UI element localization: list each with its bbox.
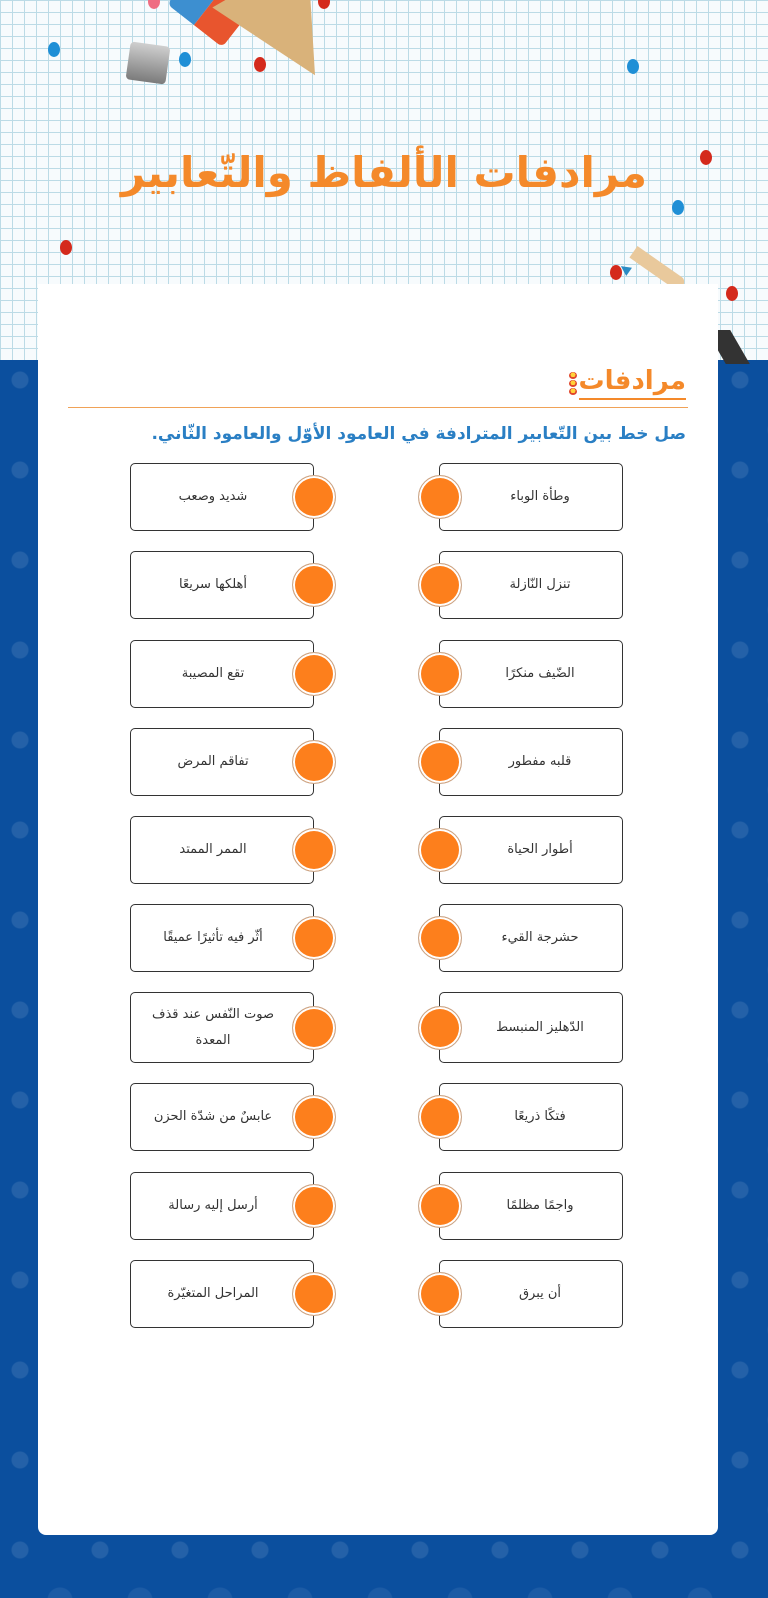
left-column-item[interactable] (130, 816, 314, 884)
left-connector-dot[interactable] (292, 828, 336, 872)
left-item-text: المراحل المتغيّرة (167, 1286, 259, 1301)
decor-dot (627, 59, 639, 74)
right-connector-dot[interactable] (418, 740, 462, 784)
left-item-text: عابسٌ من شدّة الحزن (153, 1109, 273, 1124)
left-item-text: تقع المصيبة (181, 666, 245, 681)
left-connector-dot[interactable] (292, 1184, 336, 1228)
page-title: مرادفات الألفاظ والتّعابير (120, 148, 648, 197)
right-item-text: وطأة الوباء (510, 489, 570, 504)
left-item-text: تفاقم المرض (177, 754, 249, 769)
right-column-item[interactable] (439, 1083, 623, 1151)
left-connector-dot[interactable] (292, 1006, 336, 1050)
right-column-item[interactable] (439, 816, 623, 884)
right-item-text: الضّيف منكرًا (505, 666, 575, 681)
decor-dot (179, 52, 191, 67)
pair-row (38, 1083, 718, 1151)
right-item-text: أطوار الحياة (507, 842, 573, 857)
left-column-item[interactable] (130, 1172, 314, 1240)
right-connector-dot[interactable] (418, 1184, 462, 1228)
left-column-item[interactable] (130, 1083, 314, 1151)
pair-row (38, 463, 718, 531)
right-column-item[interactable] (439, 1260, 623, 1328)
left-column-item[interactable] (130, 992, 314, 1063)
left-column-item[interactable] (130, 728, 314, 796)
right-column-item[interactable] (439, 1172, 623, 1240)
left-column-item[interactable] (130, 904, 314, 972)
pair-row (38, 551, 718, 619)
right-item-text: قلبه مفطور (508, 754, 572, 769)
right-item-text: أن يبرق (518, 1286, 562, 1301)
right-connector-dot[interactable] (418, 916, 462, 960)
right-connector-dot[interactable] (418, 1095, 462, 1139)
pair-row (38, 728, 718, 796)
left-item-text: أهلكها سريعًا (179, 577, 247, 592)
section-divider (68, 407, 688, 408)
decor-dot (48, 42, 60, 57)
left-connector-dot[interactable] (292, 652, 336, 696)
right-connector-dot[interactable] (418, 1272, 462, 1316)
left-column-item[interactable] (130, 551, 314, 619)
section-title: مرادفات (579, 364, 686, 400)
pair-row (38, 1172, 718, 1240)
emoji-stack-icon (569, 372, 577, 395)
pair-row (38, 992, 718, 1063)
right-item-text: تنزل النّازلة (509, 577, 571, 592)
right-connector-dot[interactable] (418, 1006, 462, 1050)
right-item-text: فتكًا ذريعًا (514, 1109, 566, 1124)
right-column-item[interactable] (439, 992, 623, 1063)
left-item-text: شديد وصعب (178, 489, 248, 504)
left-column-item[interactable] (130, 640, 314, 708)
pair-row (38, 640, 718, 708)
right-connector-dot[interactable] (418, 475, 462, 519)
section-heading (569, 364, 686, 400)
left-item-text: أثّر فيه تأثيرًا عميقًا (163, 930, 263, 945)
left-item-text: الممر الممتد (179, 842, 247, 857)
right-column-item[interactable] (439, 463, 623, 531)
right-item-text: واجمًا مظلمًا (506, 1198, 574, 1213)
right-column-item[interactable] (439, 904, 623, 972)
right-item-text: حشرجة القيء (501, 930, 579, 945)
right-connector-dot[interactable] (418, 828, 462, 872)
left-connector-dot[interactable] (292, 475, 336, 519)
worksheet-card (38, 284, 718, 1535)
left-connector-dot[interactable] (292, 563, 336, 607)
left-connector-dot[interactable] (292, 740, 336, 784)
decor-dot (60, 240, 72, 255)
decor-dot (672, 200, 684, 215)
right-column-item[interactable] (439, 640, 623, 708)
left-connector-dot[interactable] (292, 1272, 336, 1316)
left-column-item[interactable] (130, 463, 314, 531)
left-item-text: أرسل إليه رسالة (168, 1198, 258, 1213)
left-connector-dot[interactable] (292, 916, 336, 960)
right-column-item[interactable] (439, 551, 623, 619)
right-connector-dot[interactable] (418, 563, 462, 607)
pair-row (38, 816, 718, 884)
pair-row (38, 904, 718, 972)
instruction-text: صل خط بين التّعابير المترادفة في العامود الأوّل والعامود الثّاني. (151, 424, 686, 444)
left-connector-dot[interactable] (292, 1095, 336, 1139)
right-column-item[interactable] (439, 728, 623, 796)
decor-dot (726, 286, 738, 301)
pair-row (38, 1260, 718, 1328)
left-column-item[interactable] (130, 1260, 314, 1328)
right-connector-dot[interactable] (418, 652, 462, 696)
sharpener-icon (126, 41, 171, 84)
right-item-text: الدّهليز المنبسط (496, 1019, 584, 1035)
left-item-text: صوت النّفس عند قذف المعدة (151, 1006, 275, 1048)
